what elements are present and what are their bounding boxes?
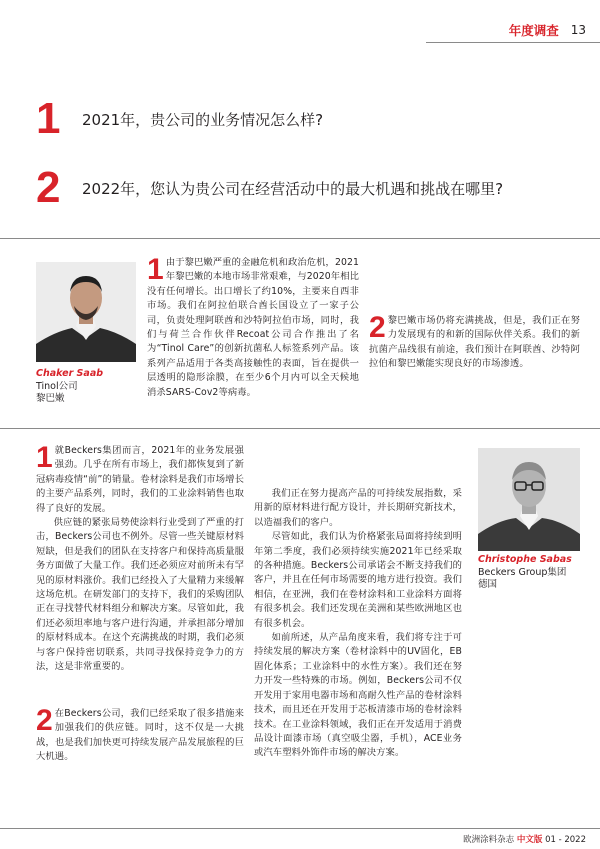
- article-2-answer-2-para-2: 我们正在努力提高产品的可持续发展指数，采用新的原材料进行配方设计，并长期研究新技术，以造福我们的客户。: [254, 488, 462, 528]
- footer-magazine: 欧洲涂料杂志: [463, 835, 515, 845]
- article-1-answer-2: [369, 311, 580, 372]
- question-2-number: 2: [36, 163, 61, 212]
- question-1-text: 2021年，贵公司的业务情况怎么样?: [82, 110, 324, 129]
- divider-middle: [0, 428, 600, 429]
- portrait-1-image: [36, 262, 136, 362]
- header-rule: [426, 42, 600, 43]
- person-2-caption: [478, 554, 572, 592]
- article-2-answer-1-para-2: 供应链的紧张局势使涂料行业受到了严重的打击，Beckers公司也不例外。尽管一些关键原材料短缺，但是我们的团队在支持客户和保持高质量服务方面做了大量工作。我们还必须应对前所未有罕见的原材料涨价。我们已经投入了大量精力来缓解这场危机。在研发部门的支持下，我们的采购团队正在寻找替代材料组分和解决方案。尽管如此，我们还必须坦率地与客户进行沟通，并承担部分增加的原材料成本。在这个充满挑战的时期，我们必须与客户保持密切联系，共同寻找保持竞争力的方法，这是非常重要的。: [36, 517, 244, 673]
- person-1-location: 黎巴嫩: [36, 393, 65, 404]
- article-2-answer-2-text: 在Beckers公司，我们已经采取了很多措施来加强我们的供应链。同时，这不仅是一大挑战，也是我们加快更可持续发展产品发展旅程的巨大机遇。: [36, 708, 244, 763]
- answer-1-number: 1: [147, 253, 164, 286]
- article-2-answer-1: [36, 441, 244, 516]
- divider-top: [0, 238, 600, 239]
- page-number: 13: [570, 23, 586, 37]
- article-1-answer-1-text: 由于黎巴嫩严重的金融危机和政治危机，2021年黎巴嫩的本地市场非常艰难，与2020年相比没有任何增长。出口增长了约10%，主要来自西非市场。我们在阿拉伯联合酋长国设立了一家子公司，负责处理阿联酋和沙特阿拉伯市场，同时，我们与荷兰合作伙伴Recoat公司合作推出了名为“Tinol Care”的创新抗菌私人标签系列产品。该系列产品适用于各类高接触性的表面，旨在提供一层透明的隐形涂膜，在至少6个月内可以全天候地消杀SARS-Cov2等病毒。: [147, 257, 360, 398]
- article-2-answer-2-para-3: 尽管如此，我们认为价格紧张局面将持续到明年第二季度，我们必须持续实施2021年已经采取的各种措施。Beckers公司承诺会不断支持我们的客户，并且在任何市场需要的地方进行投资。我们相信，在亚洲，我们在卷材涂料和工业涂料方面将有很多机会。我们还发现在美洲和某些欧洲地区也有很多机会。: [254, 531, 462, 629]
- article-1-answer-2-text: 黎巴嫩市场仍将充满挑战，但是，我们正在努力发展现有的和新的国际伙伴关系。我们的新抗菌产品线很有前途，我们预计在阿联酋、沙特阿拉伯和黎巴嫩能实现良好的市场渗透。: [369, 315, 580, 370]
- person-2-location: 德国: [478, 579, 498, 590]
- page-footer: [463, 833, 586, 845]
- question-1: [36, 94, 324, 143]
- article-2-answer-1-text: 就Beckers集团而言，2021年的业务发展强强劲。几乎在所有市场上，我们都恢复到了新冠病毒疫情“前”的销量。卷材涂料是我们市场增长的主要产品系列，同时，我们的工业涂料销售也取得了良好的发展。: [36, 445, 244, 514]
- person-1-name: Chaker Saab: [36, 368, 104, 379]
- portrait-chaker-saab: [36, 262, 136, 362]
- footer-issue: 01 - 2022: [545, 835, 586, 845]
- article-2-answer-2: [36, 704, 244, 765]
- person-2-company: Beckers Group集团: [478, 566, 567, 578]
- answer-2-number: 2: [36, 704, 53, 737]
- person-2-name: Christophe Sabas: [478, 554, 572, 565]
- page-header: [509, 21, 586, 39]
- article-1-answer-1: [147, 253, 360, 400]
- answer-2-number: 2: [369, 311, 386, 344]
- section-title: 年度调查: [508, 23, 559, 38]
- article-2-column-2: [254, 444, 462, 761]
- divider-bottom: [0, 828, 600, 829]
- question-2: [36, 163, 504, 212]
- article-2-column-1: [36, 441, 244, 675]
- article-2-column-1-bottom: [36, 704, 244, 765]
- portrait-christophe-sabas: [478, 448, 580, 551]
- question-1-number: 1: [36, 94, 61, 143]
- question-2-text: 2022年，您认为贵公司在经营活动中的最大机遇和挑战在哪里?: [82, 179, 504, 198]
- article-1-column-1: [147, 253, 360, 400]
- footer-edition: 中文版: [516, 835, 543, 845]
- person-1-company: Tinol公司: [36, 380, 78, 392]
- answer-1-number: 1: [36, 441, 53, 474]
- person-1-caption: [36, 368, 103, 406]
- article-2-answer-2-para-4: 如前所述，从产品角度来看，我们将专注于可持续发展的解决方案（卷材涂料中的UV固化，EB固化体系；工业涂料中的水性方案）。我们还在努力开发一些特殊的市场。例如，Beckers公司不仅开发用于家用电器市场和高耐久性产品的卷材涂料技术，而且还在开发用于芯板清漆市场的卷材涂料技术。在工业涂料领域，我们正在开发适用于消费品设计面漆市场（真空吸尘器，手机），ACE业务或汽车塑料外饰件市场的解决方案。: [254, 632, 462, 759]
- portrait-2-image: [478, 448, 580, 551]
- article-1-column-2: [369, 256, 580, 372]
